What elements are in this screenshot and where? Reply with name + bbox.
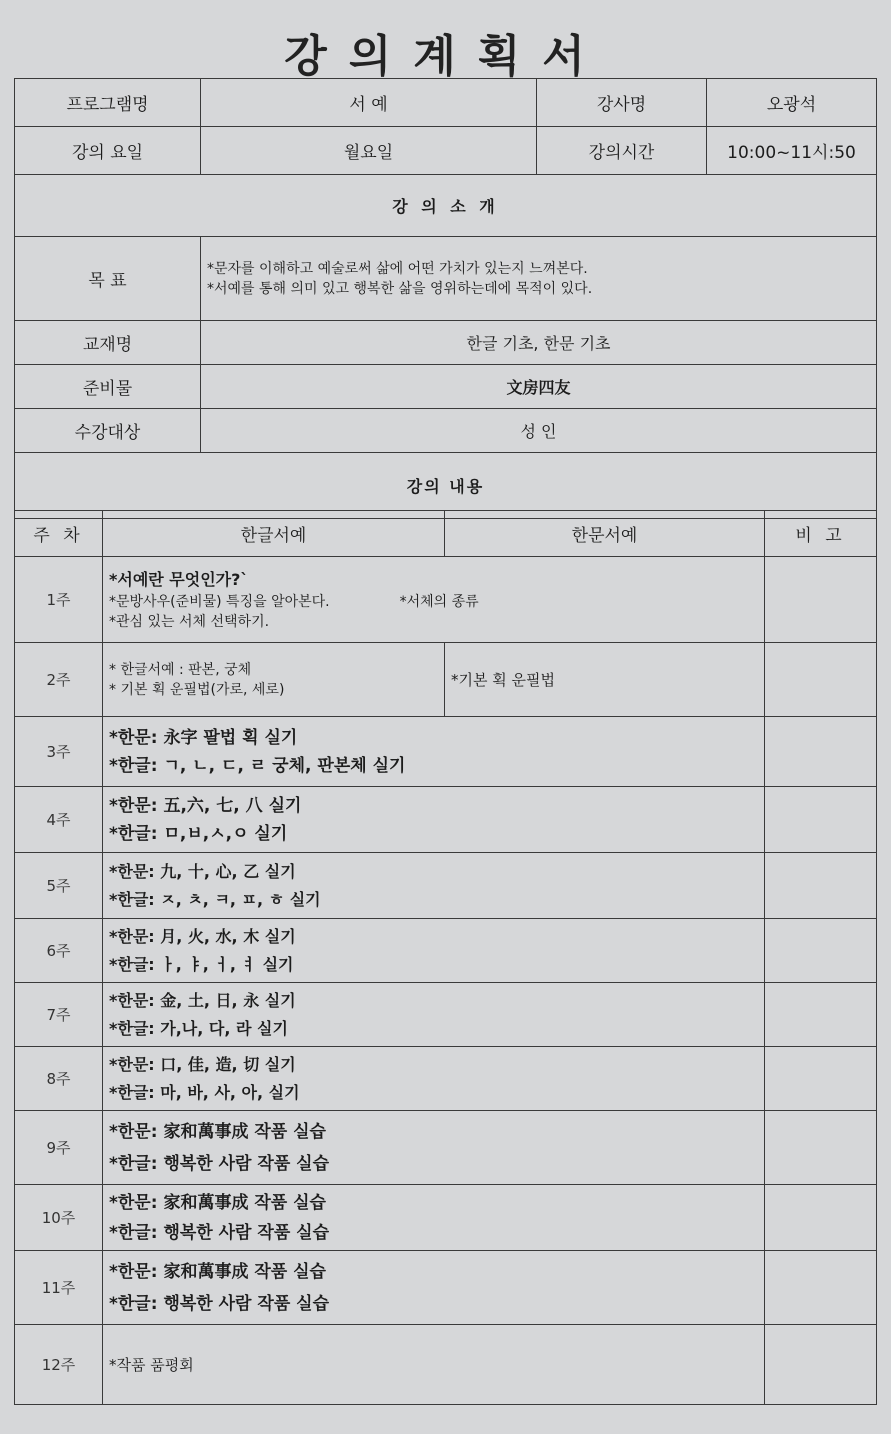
content-line-part: *서체의 종류: [399, 593, 479, 610]
hanmun-cell: *기본 획 운필법: [445, 643, 765, 717]
note-cell: [765, 1185, 877, 1251]
note-cell: [765, 1047, 877, 1111]
week-cell: 9주: [15, 1111, 103, 1185]
goal-value: [201, 237, 877, 321]
content-line: *한글: ㄱ, ㄴ, ㄷ, ㄹ 궁체, 판본체 실기: [109, 755, 406, 776]
content-line: *한문: 月, 火, 水, 木 실기: [109, 926, 296, 946]
content-line: *한문: 家和萬事成 작품 실습: [109, 1192, 326, 1213]
intro-heading: 강 의 소 개: [15, 175, 877, 237]
content-line: *관심 있는 서체 선택하기.: [109, 613, 270, 630]
goal-line-2: *서예를 통해 의미 있고 행복한 삶을 영위하는데에 목적이 있다.: [207, 280, 593, 297]
note-cell: [765, 853, 877, 919]
content-line: *한글: ㅈ, ㅊ, ㅋ, ㅍ, ㅎ 실기: [109, 889, 321, 909]
day-label: 강의 요일: [15, 127, 201, 175]
week-header: 주 차: [15, 511, 103, 557]
content-line: *한문: 家和萬事成 작품 실습: [109, 1261, 326, 1282]
content-line: *한글: 행복한 사람 작품 실습: [109, 1153, 330, 1174]
content-line: *한글: ㅏ, ㅑ, ㅓ, ㅕ 실기: [109, 954, 294, 974]
textbook-label: 교재명: [15, 321, 201, 365]
note-header: 비 고: [765, 511, 877, 557]
table-row: [15, 1047, 877, 1111]
content-cell: [103, 557, 765, 643]
content-cell: [103, 717, 765, 787]
program-value: 서 예: [201, 79, 537, 127]
instructor-label: 강사명: [537, 79, 707, 127]
table-row: [15, 643, 877, 717]
table-row: [15, 787, 877, 853]
content-line: *한문: 永字 팔법 획 실기: [109, 727, 298, 748]
note-cell: [765, 717, 877, 787]
goal-label: 목 표: [15, 237, 201, 321]
table-row: [15, 717, 877, 787]
content-cell: [103, 787, 765, 853]
textbook-value: 한글 기초, 한문 기초: [201, 321, 877, 365]
table-row: [15, 983, 877, 1047]
content-cell: [103, 919, 765, 983]
note-cell: [765, 643, 877, 717]
target-label: 수강대상: [15, 409, 201, 453]
page-title: 강의계획서: [284, 31, 607, 82]
content-line: *한글: 마, 바, 사, 아, 실기: [109, 1082, 300, 1102]
content-cell: [103, 1047, 765, 1111]
content-line: *한문: 五,六, 七, 八 실기: [109, 795, 302, 816]
note-cell: [765, 787, 877, 853]
week-cell: 7주: [15, 983, 103, 1047]
content-cell: [103, 1185, 765, 1251]
goal-line-1: *문자를 이해하고 예술로써 삶에 어떤 가치가 있는지 느껴본다.: [207, 260, 588, 277]
note-cell: [765, 983, 877, 1047]
week-cell: 12주: [15, 1325, 103, 1405]
table-row: [15, 1185, 877, 1251]
week-cell: 11주: [15, 1251, 103, 1325]
content-cell: [103, 1111, 765, 1185]
table-row: [15, 1325, 877, 1405]
day-value: 월요일: [201, 127, 537, 175]
content-cell: [103, 853, 765, 919]
week-cell: 2주: [15, 643, 103, 717]
content-line: * 한글서예 : 판본, 궁체: [109, 661, 252, 678]
target-value: 성 인: [201, 409, 877, 453]
content-line: *한문: 口, 佳, 造, 切 실기: [109, 1054, 296, 1074]
table-row: [15, 557, 877, 643]
time-label: 강의시간: [537, 127, 707, 175]
content-heading: 강의 내용: [15, 453, 877, 519]
week-cell: 10주: [15, 1185, 103, 1251]
content-line: *한문: 金, 土, 日, 永 실기: [109, 990, 296, 1010]
hangul-header: 한글서예: [103, 511, 445, 557]
instructor-value: 오광석: [707, 79, 877, 127]
table-row: [15, 1111, 877, 1185]
table-row: [15, 919, 877, 983]
table-row: [15, 853, 877, 919]
note-cell: [765, 1325, 877, 1405]
content-cell: [103, 983, 765, 1047]
note-cell: [765, 1111, 877, 1185]
content-line: [109, 592, 758, 612]
note-cell: [765, 1251, 877, 1325]
schedule-table: [14, 510, 877, 1405]
content-line: *한글: 행복한 사람 작품 실습: [109, 1222, 330, 1243]
week-cell: 3주: [15, 717, 103, 787]
week-cell: 6주: [15, 919, 103, 983]
hangul-cell: [103, 643, 445, 717]
content-line: *한문: 九, 十, 心, 乙 실기: [109, 861, 296, 881]
supplies-value: 文房四友: [201, 365, 877, 409]
content-cell: [103, 1251, 765, 1325]
week-cell: 4주: [15, 787, 103, 853]
content-line: *서예란 무엇인가?`: [109, 569, 249, 589]
content-line: *한글: ㅁ,ㅂ,ㅅ,ㅇ 실기: [109, 823, 288, 844]
supplies-label: 준비물: [15, 365, 201, 409]
content-cell: *작품 품평회: [103, 1325, 765, 1405]
program-label: 프로그램명: [15, 79, 201, 127]
info-table: [14, 78, 877, 519]
content-line: * 기본 획 운필법(가로, 세로): [109, 681, 285, 698]
table-row: [15, 1251, 877, 1325]
week-cell: 1주: [15, 557, 103, 643]
week-cell: 8주: [15, 1047, 103, 1111]
week-cell: 5주: [15, 853, 103, 919]
content-line: *한문: 家和萬事成 작품 실습: [109, 1121, 326, 1142]
hanmun-header: 한문서예: [445, 511, 765, 557]
note-cell: [765, 919, 877, 983]
time-value: 10:00~11시:50: [707, 127, 877, 175]
note-cell: [765, 557, 877, 643]
content-line-part: *문방사우(준비물) 특징을 알아본다.: [109, 593, 330, 610]
content-line: *한글: 행복한 사람 작품 실습: [109, 1293, 330, 1314]
content-line: *한글: 가,나, 다, 라 실기: [109, 1018, 288, 1038]
